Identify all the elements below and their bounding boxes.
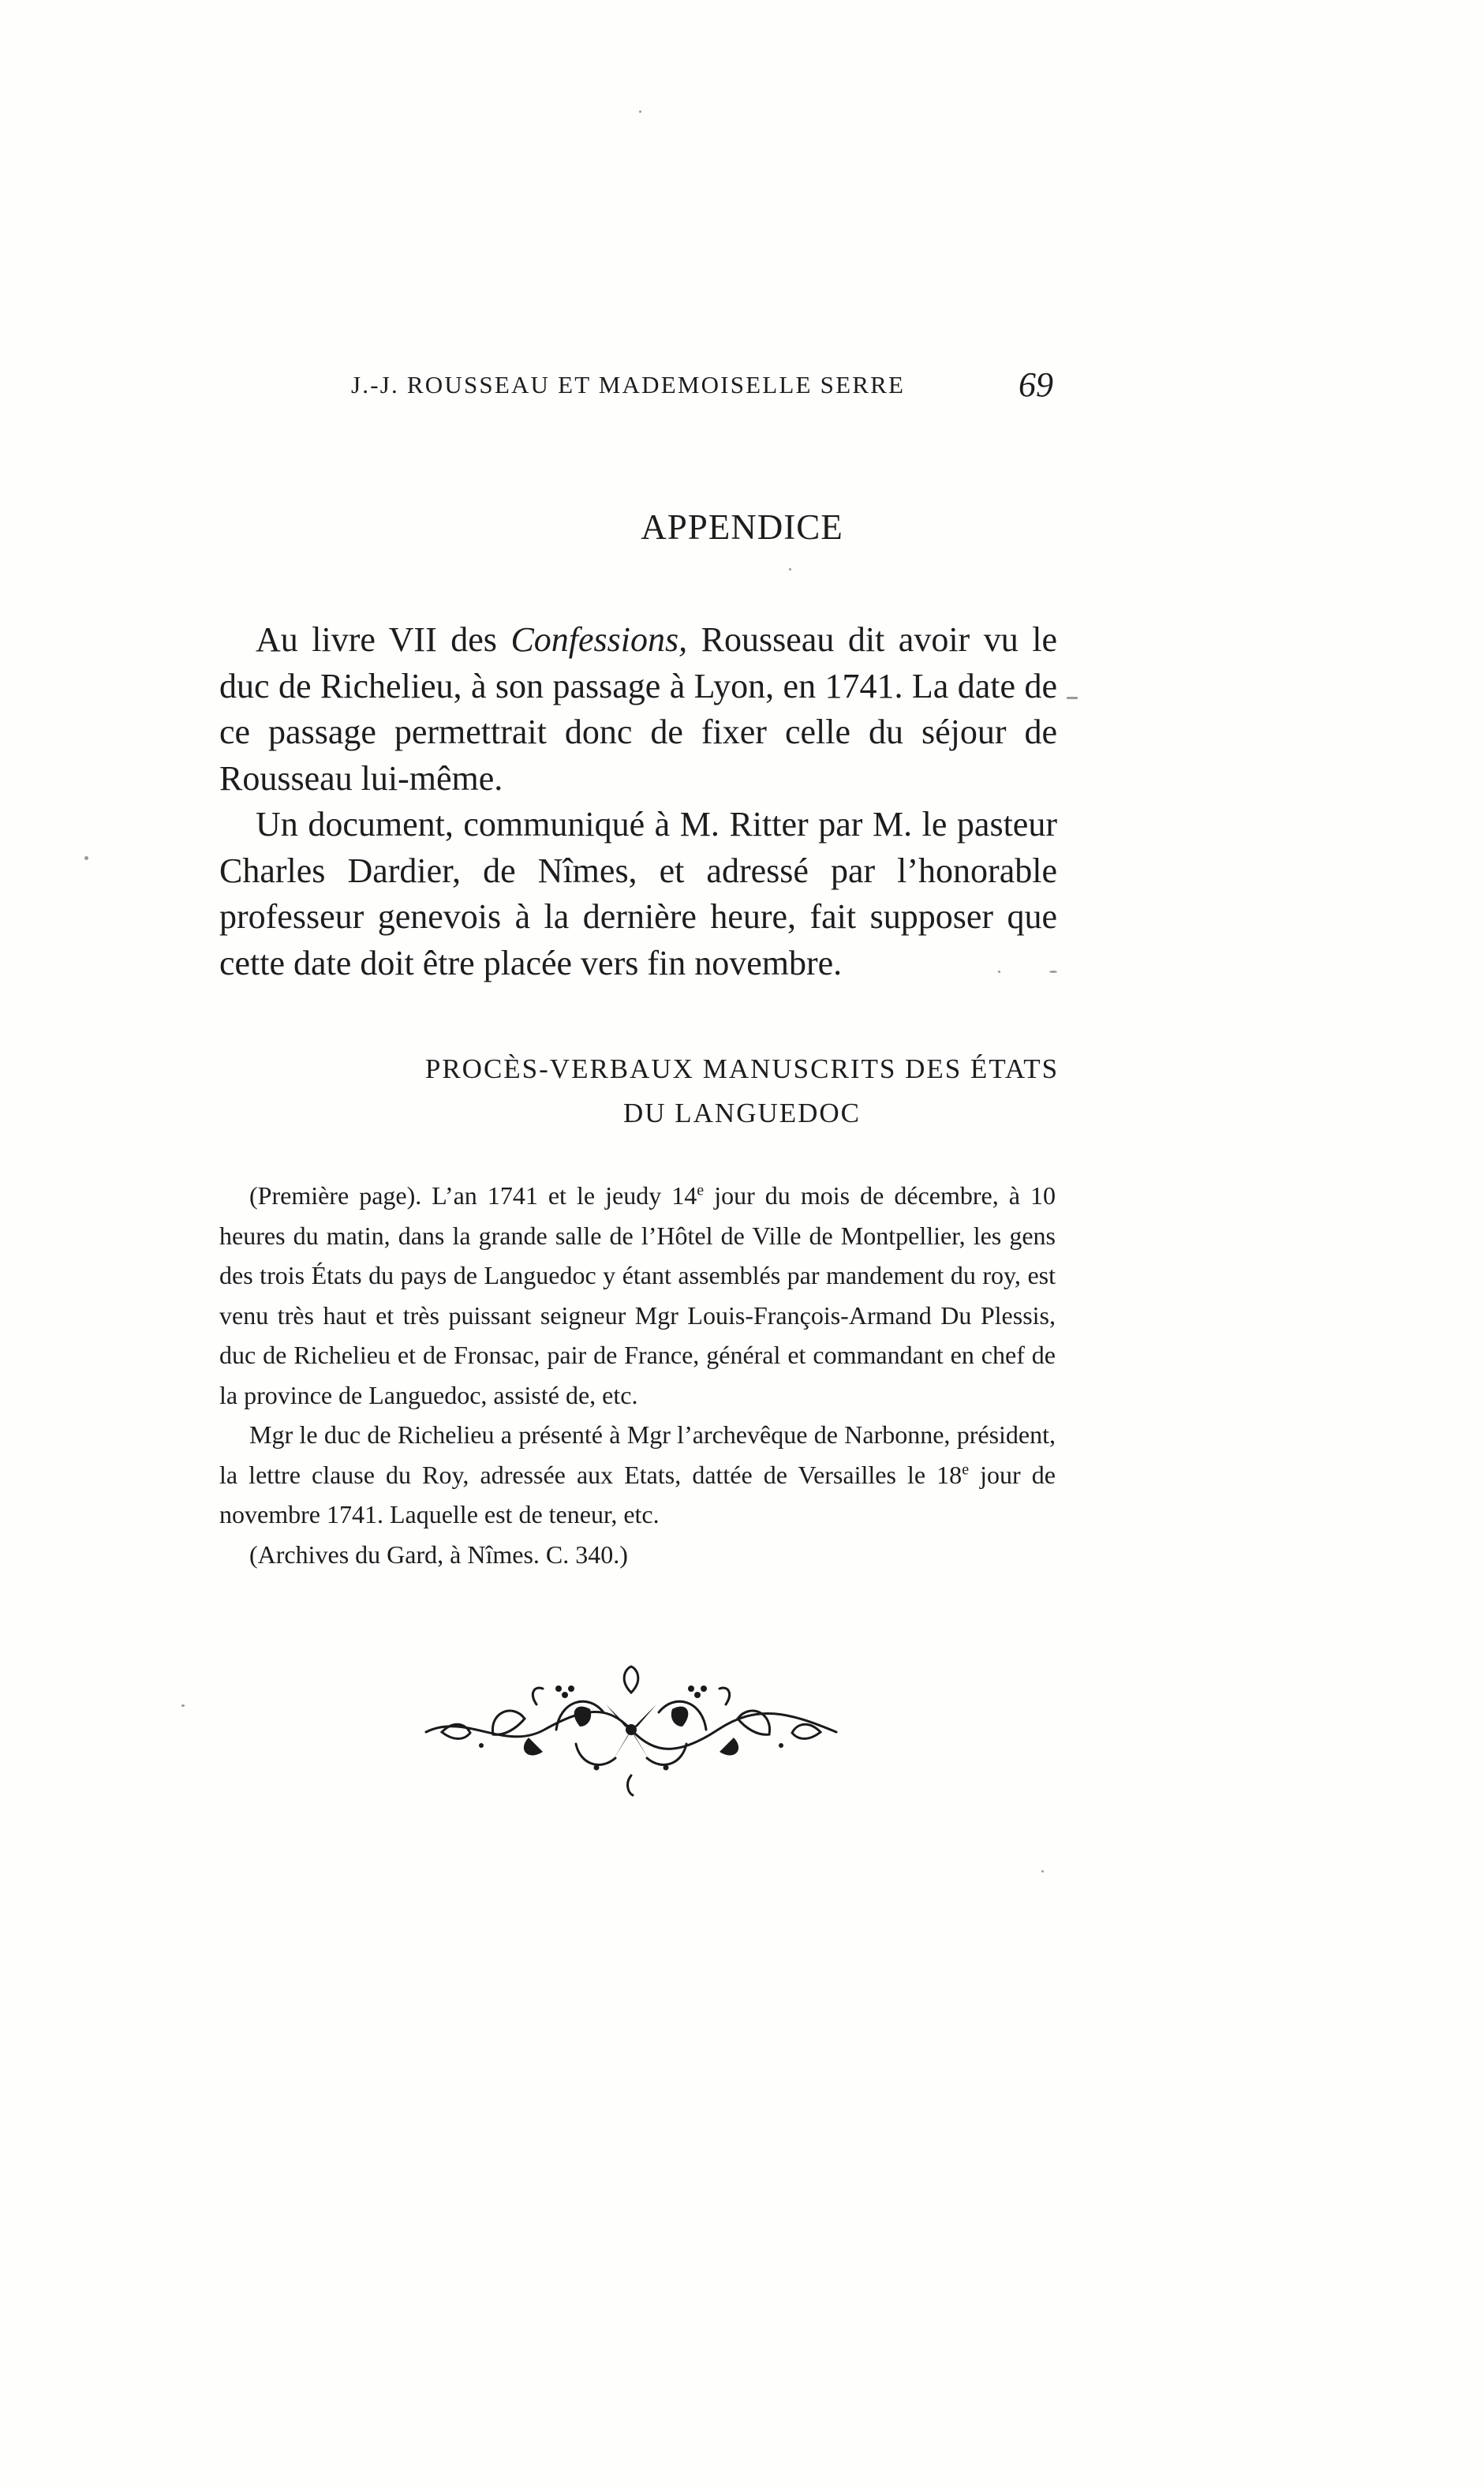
speck <box>1049 971 1057 973</box>
paragraph <box>219 617 1057 802</box>
speck <box>181 1704 185 1707</box>
superscript: e <box>697 1181 705 1199</box>
superscript: e <box>962 1460 970 1478</box>
quoted-document <box>219 1176 1056 1574</box>
speck <box>1067 697 1078 699</box>
section-title: APPENDICE <box>641 507 843 547</box>
page-number: 69 <box>1019 365 1053 404</box>
quote-paragraph <box>219 1176 1056 1415</box>
speck <box>639 110 641 113</box>
speck <box>998 971 1000 973</box>
quote-text: jour de novembre 1741. Laquelle est de teneur, etc. <box>219 1460 1056 1528</box>
floral-vignette-icon <box>418 1657 844 1799</box>
document-heading-line: PROCÈS-VERBAUX MANUSCRITS DES ÉTATS <box>424 1053 1060 1084</box>
speck <box>789 568 791 571</box>
quote-paragraph <box>219 1415 1056 1535</box>
source-citation: (Archives du Gard, à Nîmes. C. 340.) <box>249 1540 628 1569</box>
document-heading-line: DU LANGUEDOC <box>622 1098 862 1128</box>
paragraph: Un document, communiqué à M. Ritter par M. le pasteur Charles Dardier, de Nîmes, et adressé par l’honorable professeur genevois à la dernière heure, fait supposer que cette date doit être placée vers fin novembre. <box>219 805 1057 982</box>
paragraph-text: Au livre VII des <box>256 620 511 659</box>
quote-text: Mgr le duc de Richelieu a présenté à Mgr l’archevêque de Narbonne, président, la lettre clause du Roy, adressée aux Etats, dattée de Versailles le 18 <box>219 1420 1056 1489</box>
body-text <box>219 617 1057 986</box>
running-head <box>351 365 1053 412</box>
book-title: Confessions, <box>510 620 688 659</box>
speck <box>84 856 88 860</box>
quote-text: jour du mois de décembre, à 10 heures du matin, dans la grande salle de l’Hôtel de Ville de Montpellier, les gens des trois États du pays de Languedoc y étant assemblés par mandement du roy, est venu très haut et très puissant seigneur Mgr Louis-François-Armand Du Plessis, duc de Richelieu et de Fronsac, pair de France, général et commandant en chef de la province de Languedoc, assisté de, etc. <box>219 1181 1056 1409</box>
document-heading <box>0 1047 1484 1136</box>
quote-text: (Première page). L’an 1741 et le jeudy 14 <box>249 1181 697 1210</box>
paragraph-text: Rousseau dit avoir vu le duc de Richelieu, à son passage à Lyon, en 1741. La date de ce passage permettrait donc de fixer celle du séjour de Rousseau lui-même. <box>219 620 1058 798</box>
speck <box>1041 1870 1044 1873</box>
running-title: J.-J. ROUSSEAU ET MADEMOISELLE SERRE <box>351 371 906 398</box>
